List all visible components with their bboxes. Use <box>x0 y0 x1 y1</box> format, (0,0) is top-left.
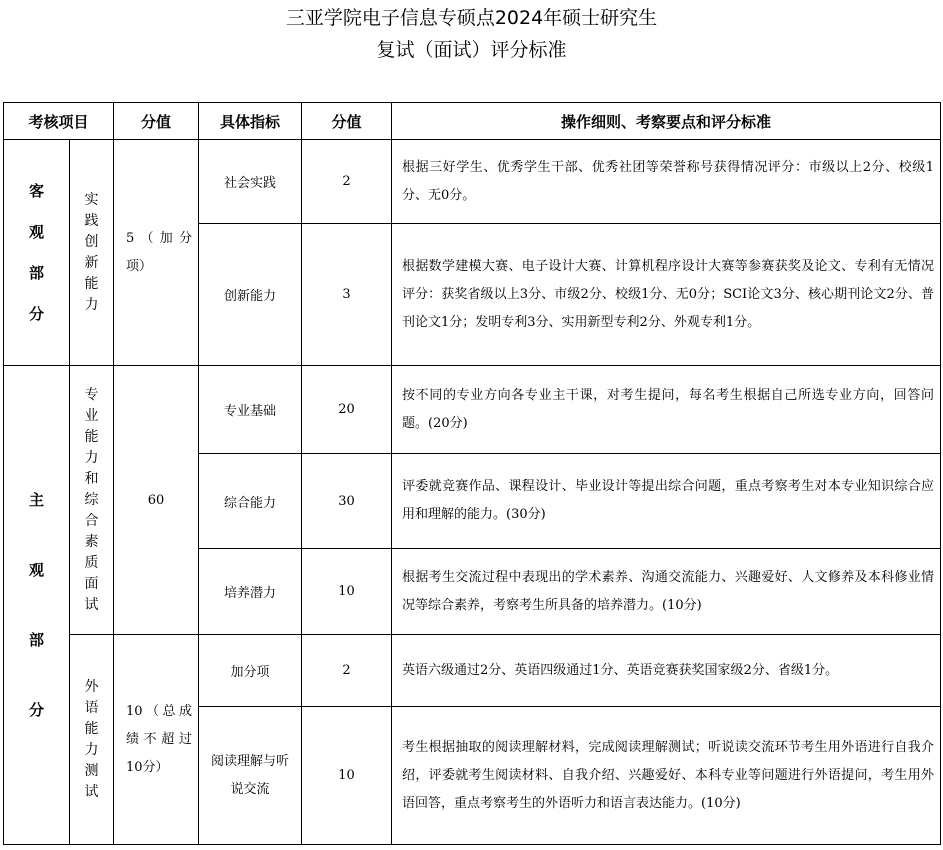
objective-category-label: 实践创新能力 <box>84 191 99 313</box>
indicator-score-cell: 30 <box>302 454 392 549</box>
subjective-section-cell <box>4 366 70 845</box>
indicator-cell: 加分项 <box>199 635 302 707</box>
header-indicator: 具体指标 <box>199 103 302 140</box>
criteria-cell: 根据三好学生、优秀学生干部、优秀社团等荣誉称号获得情况评分：市级以上2分、校级1分、无0分。 <box>392 140 941 224</box>
criteria-cell: 评委就竞赛作品、课程设计、毕业设计等提出综合问题，重点考察考生对本专业知识综合应用和理解的能力。(30分) <box>392 454 941 549</box>
indicator-cell: 创新能力 <box>199 224 302 366</box>
criteria-cell: 根据考生交流过程中表现出的学术素养、沟通交流能力、兴趣爱好、人文修养及本科修业情况等综合素养，考察考生所具备的培养潜力。(10分) <box>392 549 941 635</box>
document-subtitle: 复试（面试）评分标准 <box>376 39 567 61</box>
header-score: 分值 <box>114 103 199 140</box>
objective-score: 5（加分项） <box>114 140 199 366</box>
objective-section-cell <box>4 140 70 366</box>
language-group-score: 10（总成绩不超过10分） <box>114 635 199 845</box>
table-row <box>4 366 941 454</box>
indicator-cell: 专业基础 <box>199 366 302 454</box>
objective-category-cell <box>70 140 114 366</box>
objective-section-label: 客观部分 <box>28 181 44 323</box>
language-category-label: 外语能力测试 <box>84 678 99 800</box>
table-row <box>4 635 941 707</box>
criteria-cell: 英语六级通过2分、英语四级通过1分、英语竞赛获奖国家级2分、省级1分。 <box>392 635 941 707</box>
subjective-category-label: 专业能力和综合素质面试 <box>84 386 99 613</box>
header-row <box>4 103 941 140</box>
header-criteria: 操作细则、考察要点和评分标准 <box>392 103 941 140</box>
subjective-group-score: 60 <box>114 366 199 635</box>
indicator-cell: 培养潜力 <box>199 549 302 635</box>
indicator-cell: 社会实践 <box>199 140 302 224</box>
indicator-score-cell: 20 <box>302 366 392 454</box>
subjective-section-label: 主观部分 <box>28 491 44 719</box>
subjective-category-cell <box>70 366 114 635</box>
document-title: 三亚学院电子信息专硕点2024年硕士研究生 <box>285 7 658 29</box>
criteria-cell: 按不同的专业方向各专业主干课，对考生提问，每名考生根据自己所选专业方向，回答问题。(20分) <box>392 366 941 454</box>
indicator-score-cell: 3 <box>302 224 392 366</box>
indicator-cell: 阅读理解与听说交流 <box>199 707 302 845</box>
indicator-score-cell: 10 <box>302 707 392 845</box>
header-item: 考核项目 <box>4 103 114 140</box>
criteria-cell: 考生根据抽取的阅读理解材料，完成阅读理解测试；听说读交流环节考生用外语进行自我介绍，评委就考生阅读材料、自我介绍、兴趣爱好、本科专业等问题进行外语提问，考生用外语回答，重点考察考生的外语听力和语言表达能力。(10分) <box>392 707 941 845</box>
criteria-cell: 根据数学建模大赛、电子设计大赛、计算机程序设计大赛等参赛获奖及论文、专利有无情况评分：获奖省级以上3分、市级2分、校级1分、无0分；SCI论文3分、核心期刊论文2分、普刊论文1分；发明专利3分、实用新型专利2分、外观专利1分。 <box>392 224 941 366</box>
table-row <box>4 140 941 224</box>
language-category-cell <box>70 635 114 845</box>
indicator-score-cell: 2 <box>302 635 392 707</box>
scoring-table <box>3 102 941 845</box>
indicator-cell: 综合能力 <box>199 454 302 549</box>
indicator-score-cell: 2 <box>302 140 392 224</box>
header-indicator-score: 分值 <box>302 103 392 140</box>
indicator-score-cell: 10 <box>302 549 392 635</box>
